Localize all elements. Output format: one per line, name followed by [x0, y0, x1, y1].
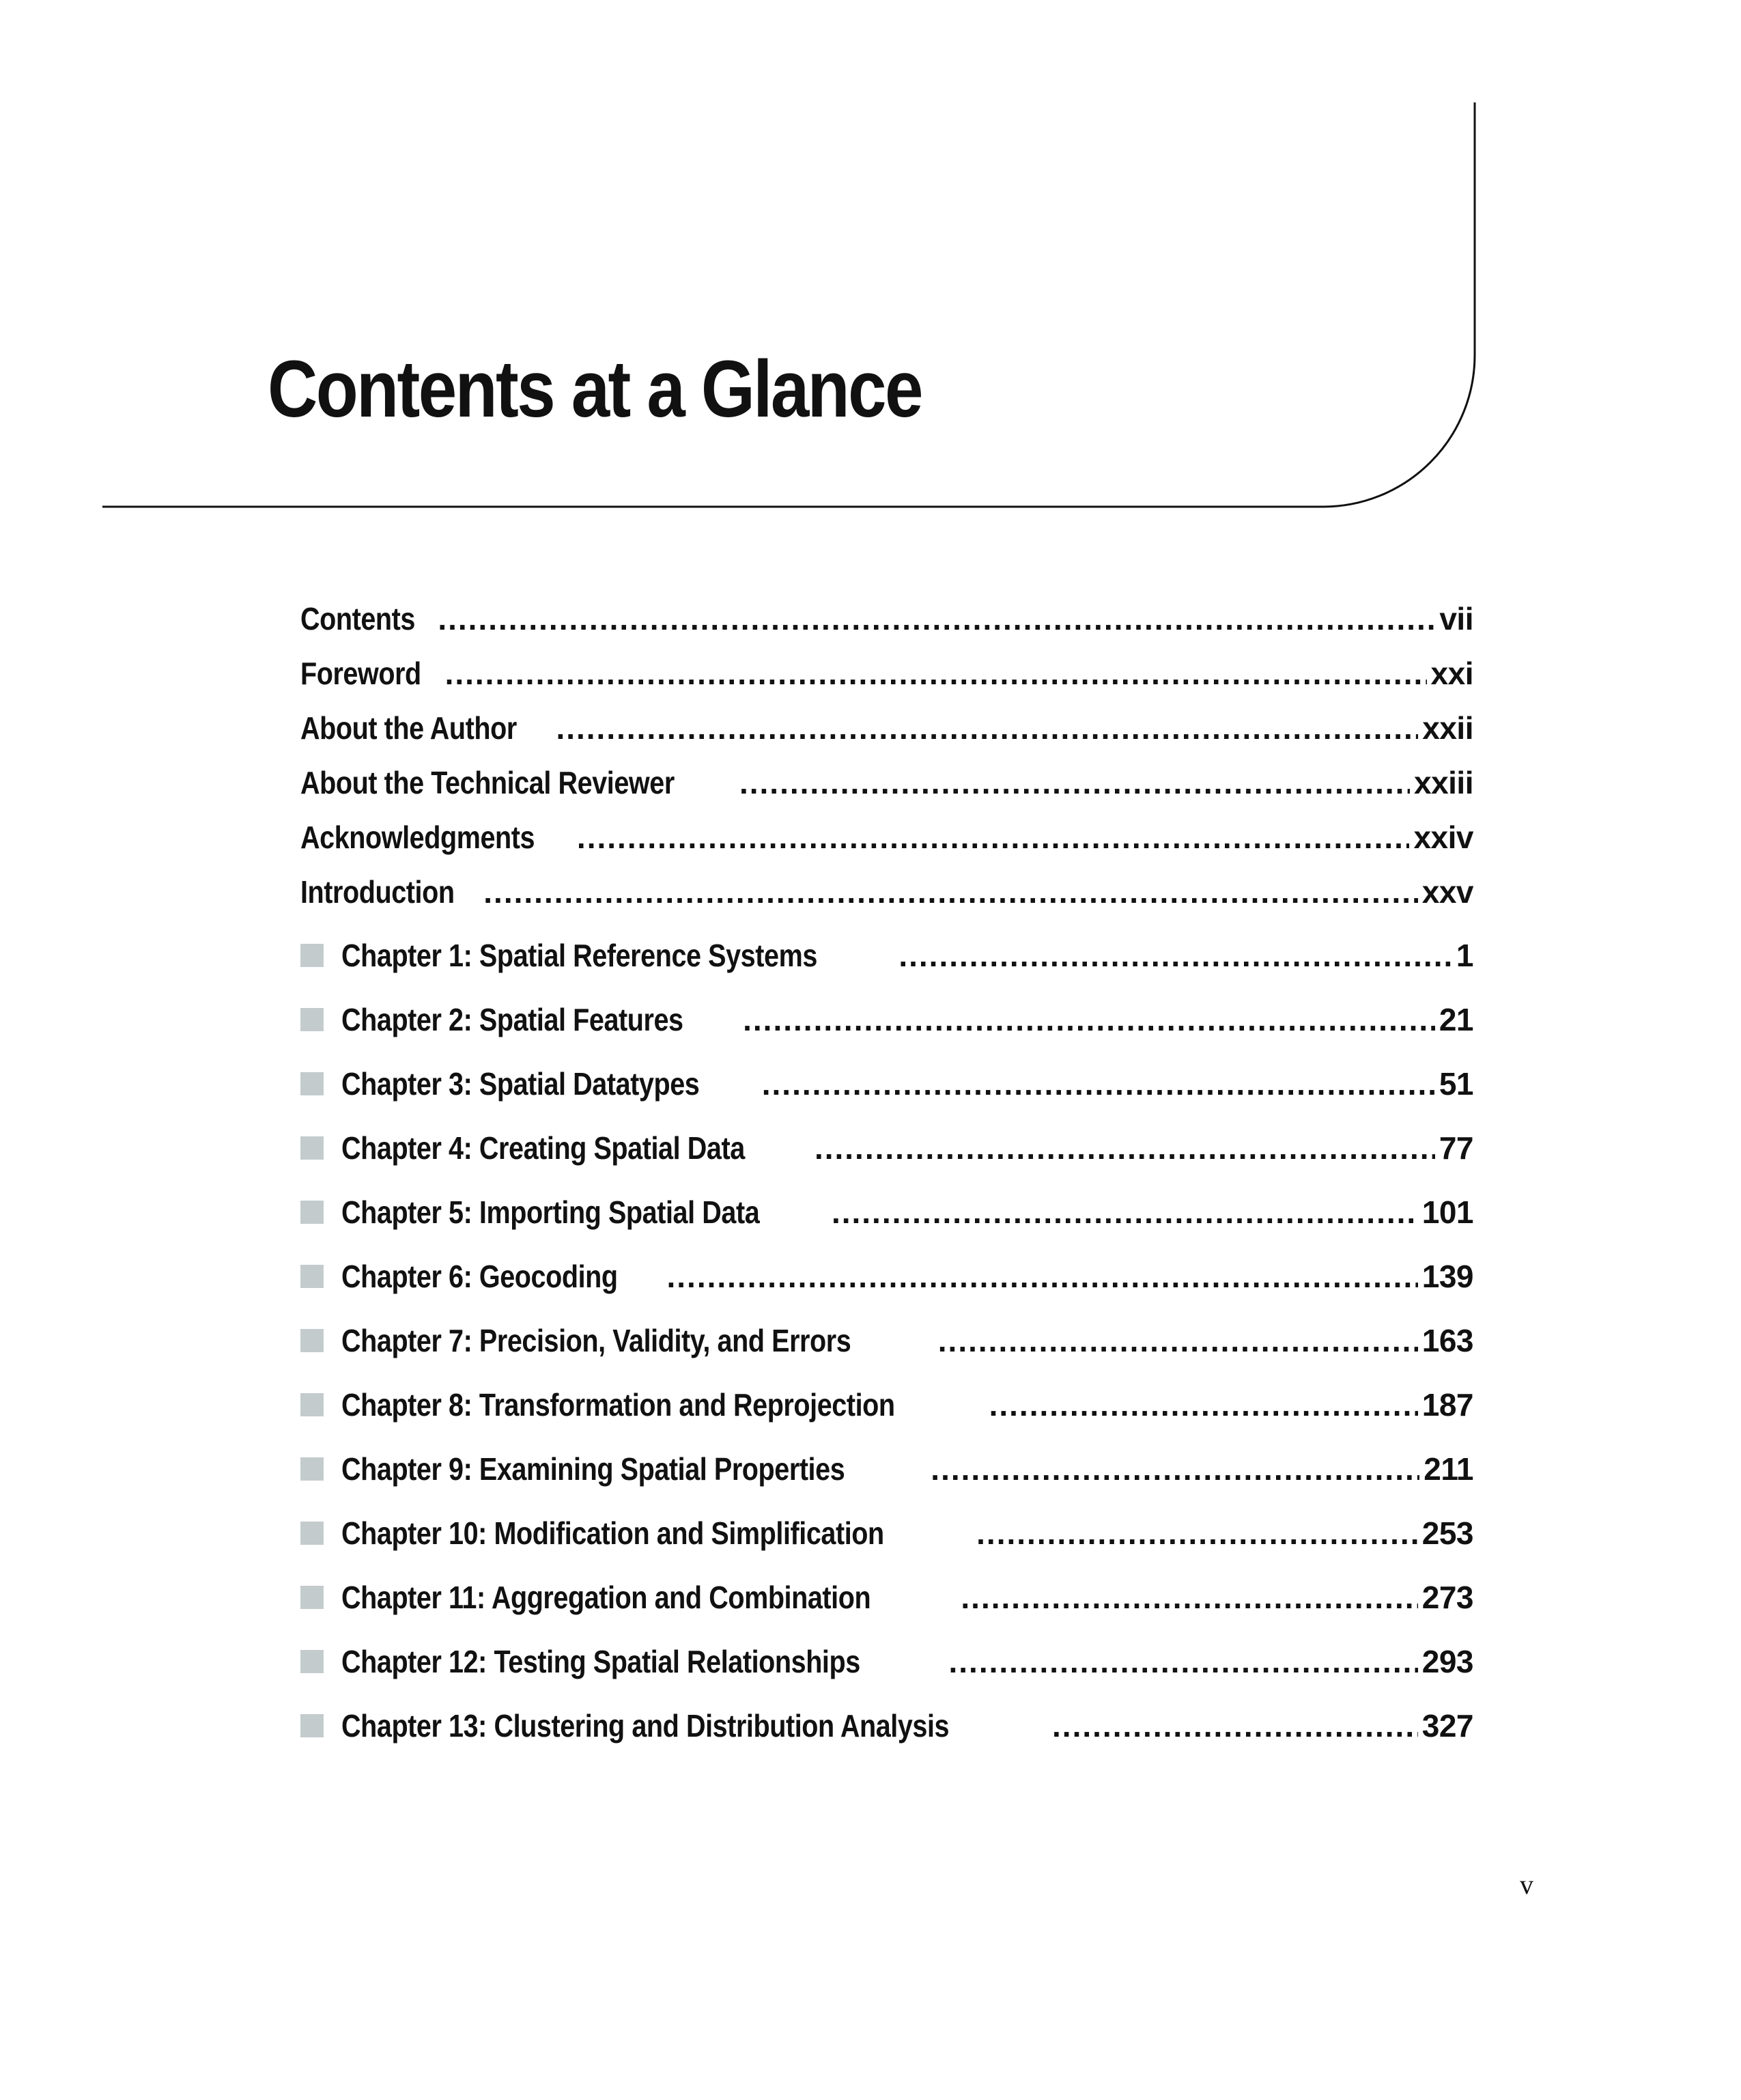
dot-leader [577, 810, 1410, 865]
toc-entry-contents[interactable] [300, 591, 1473, 646]
toc-entry-page: 187 [1421, 1387, 1473, 1423]
toc-entry-page: 211 [1424, 1451, 1473, 1487]
toc-entry-label: Chapter 11: Aggregation and Combination [341, 1580, 871, 1615]
toc-entry-label: Chapter 7: Precision, Validity, and Errors [341, 1323, 851, 1358]
square-bullet-icon [300, 1650, 324, 1673]
toc-entry-chapter-12[interactable] [300, 1629, 1473, 1694]
toc-entry-label: Chapter 6: Geocoding [341, 1259, 618, 1294]
toc-entry-chapter-1[interactable] [300, 923, 1473, 988]
toc-entry-chapter-5[interactable] [300, 1180, 1473, 1244]
dot-leader [938, 1308, 1418, 1373]
toc-entry-page: xxii [1422, 710, 1473, 746]
toc-entry-chapter-4[interactable] [300, 1116, 1473, 1180]
toc-entry-label: Chapter 9: Examining Spatial Properties [341, 1451, 845, 1487]
dot-leader [949, 1629, 1418, 1694]
toc-entry-page: 273 [1421, 1580, 1473, 1615]
dot-leader [445, 646, 1427, 701]
dot-leader [1052, 1694, 1418, 1758]
toc-entry-page: 139 [1421, 1259, 1473, 1294]
toc-entry-chapter-3[interactable] [300, 1052, 1473, 1116]
toc-entry-label: Chapter 2: Spatial Features [341, 1002, 683, 1037]
dot-leader [898, 923, 1452, 988]
toc-entry-page: xxiii [1413, 765, 1473, 800]
toc-entry-chapter-2[interactable] [300, 988, 1473, 1052]
toc-entry-chapter-8[interactable] [300, 1373, 1473, 1437]
dot-leader [743, 988, 1435, 1052]
toc-entry-introduction[interactable] [300, 865, 1473, 919]
toc-entry-chapter-7[interactable] [300, 1308, 1473, 1373]
dot-leader [989, 1373, 1418, 1437]
toc-entry-page: xxiv [1413, 820, 1473, 855]
toc-entry-label: Foreword [300, 656, 421, 691]
square-bullet-icon [300, 1201, 324, 1224]
square-bullet-icon [300, 1072, 324, 1095]
toc-entry-label: Contents [300, 601, 415, 636]
toc-entry-chapter-9[interactable] [300, 1437, 1473, 1501]
toc-entry-label: Introduction [300, 874, 455, 910]
dot-leader [438, 591, 1435, 646]
toc-entry-label: About the Author [300, 710, 517, 746]
toc-entry-label: Chapter 10: Modification and Simplification [341, 1515, 884, 1551]
toc-entry-page: xxi [1430, 656, 1473, 691]
toc-entry-page: 77 [1439, 1130, 1473, 1166]
toc-entry-page: 21 [1439, 1002, 1473, 1037]
dot-leader [556, 701, 1418, 755]
toc-entry-label: Chapter 12: Testing Spatial Relationships [341, 1644, 860, 1679]
toc-entry-chapter-13[interactable] [300, 1694, 1473, 1758]
dot-leader [762, 1052, 1435, 1116]
dot-leader [832, 1180, 1418, 1244]
toc-entry-label: Chapter 5: Importing Spatial Data [341, 1194, 760, 1230]
toc-entry-page: 253 [1421, 1515, 1473, 1551]
square-bullet-icon [300, 1714, 324, 1737]
toc-entry-label: About the Technical Reviewer [300, 765, 675, 800]
toc-entry-label: Acknowledgments [300, 820, 535, 855]
table-of-contents [300, 591, 1473, 1758]
square-bullet-icon [300, 1586, 324, 1609]
square-bullet-icon [300, 1522, 324, 1545]
toc-entry-chapter-10[interactable] [300, 1501, 1473, 1565]
page-title: Contents at a Glance [268, 344, 922, 434]
toc-entry-page: 293 [1421, 1644, 1473, 1679]
toc-entry-chapter-11[interactable] [300, 1565, 1473, 1629]
square-bullet-icon [300, 1136, 324, 1160]
square-bullet-icon [300, 1457, 324, 1481]
square-bullet-icon [300, 1008, 324, 1031]
toc-entry-page: 1 [1456, 938, 1473, 973]
square-bullet-icon [300, 1393, 324, 1416]
dot-leader [931, 1437, 1419, 1501]
dot-leader [666, 1244, 1417, 1308]
dot-leader [739, 755, 1410, 810]
page-number: v [1520, 1869, 1533, 1900]
toc-entry-label: Chapter 3: Spatial Datatypes [341, 1066, 700, 1102]
toc-entry-chapter-6[interactable] [300, 1244, 1473, 1308]
toc-entry-label: Chapter 4: Creating Spatial Data [341, 1130, 745, 1166]
toc-entry-page: 163 [1421, 1323, 1473, 1358]
toc-entry-page: 327 [1421, 1708, 1473, 1744]
toc-entry-foreword[interactable] [300, 646, 1473, 701]
toc-entry-about-the-author[interactable] [300, 701, 1473, 755]
toc-entry-page: vii [1439, 601, 1473, 636]
toc-entry-page: 101 [1421, 1194, 1473, 1230]
toc-entry-about-the-technical-reviewer[interactable] [300, 755, 1473, 810]
dot-leader [976, 1501, 1418, 1565]
dot-leader [961, 1565, 1417, 1629]
dot-leader [483, 865, 1417, 919]
toc-entry-acknowledgments[interactable] [300, 810, 1473, 865]
toc-entry-page: xxv [1421, 874, 1473, 910]
square-bullet-icon [300, 944, 324, 967]
toc-entry-label: Chapter 13: Clustering and Distribution Analysis [341, 1708, 950, 1744]
dot-leader [815, 1116, 1435, 1180]
toc-entry-label: Chapter 1: Spatial Reference Systems [341, 938, 817, 973]
square-bullet-icon [300, 1329, 324, 1352]
square-bullet-icon [300, 1265, 324, 1288]
toc-entry-page: 51 [1439, 1066, 1473, 1102]
toc-entry-label: Chapter 8: Transformation and Reprojection [341, 1387, 895, 1423]
